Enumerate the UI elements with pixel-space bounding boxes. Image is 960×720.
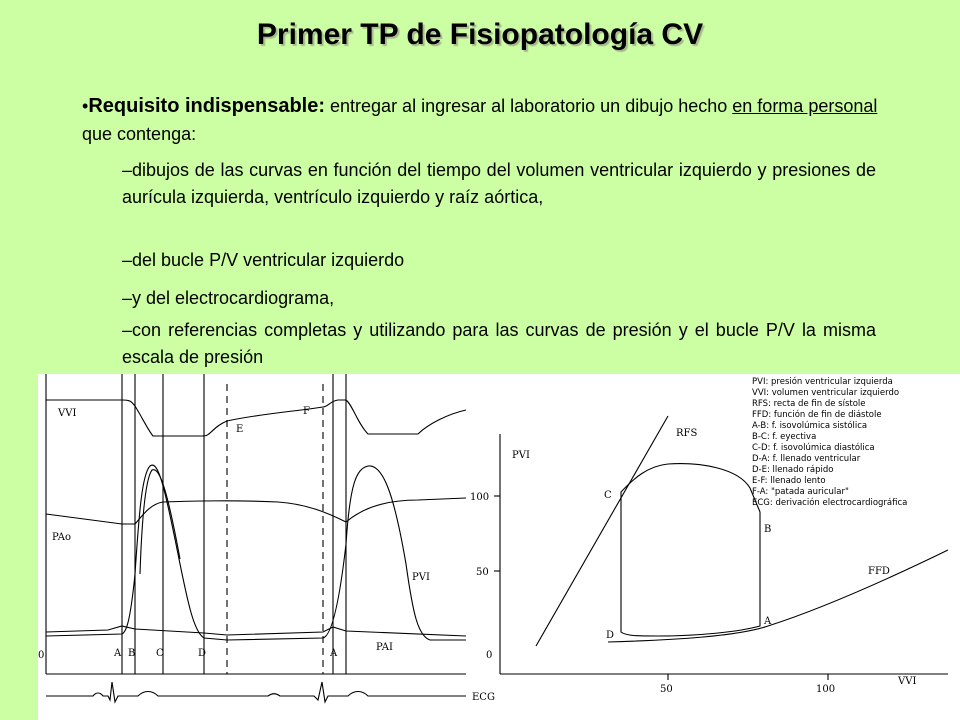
pv-ytick-label-100: 100 (470, 492, 490, 503)
legend-item: A-B: f. isovolúmica sistólica (752, 421, 868, 431)
label-point-c: C (604, 490, 612, 501)
pv-x-title: VVI (898, 676, 917, 687)
legend-item: F-A: "patada auricular" (752, 487, 849, 497)
label-point-c: C (156, 648, 164, 659)
list-item: –con referencias completas y utilizando para las curvas de presión y el bucle P/V la misma escala de presión (122, 320, 876, 367)
pv-loop-plot (494, 416, 948, 680)
requirement-paragraph (82, 92, 882, 148)
time-plot (46, 374, 466, 702)
legend-item: RFS: recta de fin de sístole (752, 399, 866, 409)
legend-item: FFD: función de fin de diástole (752, 410, 882, 420)
label-zero: 0 (38, 650, 45, 661)
legend-item: D-A: f. llenado ventricular (752, 454, 861, 464)
pv-xtick-label-50: 50 (660, 684, 673, 695)
label-pao: PAo (52, 532, 72, 543)
slide-title: Primer TP de Fisiopatología CV (256, 18, 704, 51)
rfs-line (536, 416, 668, 646)
legend (752, 376, 907, 508)
pv-y-title: PVI (512, 450, 530, 461)
requirement-underlined: en forma personal (732, 96, 878, 116)
figure-svg (38, 374, 960, 720)
label-point-a: A (114, 648, 122, 659)
bullet: • (82, 96, 89, 116)
pv-ytick-label-0: 0 (486, 650, 493, 661)
ecg-curve (46, 682, 466, 702)
list-item: –dibujos de las curvas en función del tiempo del volumen ventricular izquierdo y presiones de aurícula izquierda, ventrículo izquierdo y raíz aórtica, (122, 160, 876, 207)
legend-item: B-C: f. eyectiva (752, 432, 817, 442)
label-e: E (236, 424, 244, 435)
time-plot-labels (38, 406, 495, 703)
legend-item: ECG: derivación electrocardiográfica (752, 498, 908, 508)
pv-loop-labels (470, 428, 916, 695)
label-f: F (303, 406, 310, 417)
legend-item: C-D: f. isovolúmica diastólica (752, 443, 875, 453)
legend-item: E-F: llenado lento (752, 476, 826, 486)
vvi-curve (46, 400, 466, 436)
label-point-a: A (764, 616, 772, 627)
label-point-d: D (606, 630, 615, 641)
label-point-b: B (764, 524, 772, 535)
pv-ytick-label-50: 50 (476, 567, 489, 578)
pv-loop (621, 464, 760, 636)
label-ffd: FFD (868, 566, 890, 577)
requirement-lead: Requisito indispensable: (88, 95, 326, 117)
label-rfs: RFS (676, 428, 698, 439)
requirement-text-1: entregar al ingresar al laboratorio un dibujo hecho (325, 96, 733, 116)
legend-item: PVI: presión ventricular izquierda (752, 377, 893, 387)
label-vvi: VVI (58, 408, 77, 419)
label-pai: PAI (376, 642, 393, 653)
label-point-b: B (128, 648, 136, 659)
list-item: –y del electrocardiograma, (122, 288, 335, 308)
requirement-text-2: que contenga: (82, 124, 197, 144)
pvi-curve-inner (140, 470, 180, 574)
label-point-a2: A (330, 648, 338, 659)
label-point-d: D (198, 648, 207, 659)
ffd-curve (608, 550, 948, 642)
list-item: –del bucle P/V ventricular izquierdo (122, 250, 405, 270)
legend-item: VVI: volumen ventricular izquierdo (752, 388, 900, 398)
label-pvi: PVI (412, 572, 430, 583)
pvi-curve (46, 465, 466, 640)
legend-item: D-E: llenado rápido (752, 465, 834, 475)
label-ecg: ECG (472, 692, 495, 703)
pao-curve (46, 498, 466, 524)
cardiac-cycle-figure (38, 374, 960, 720)
pv-xtick-label-100: 100 (816, 684, 836, 695)
